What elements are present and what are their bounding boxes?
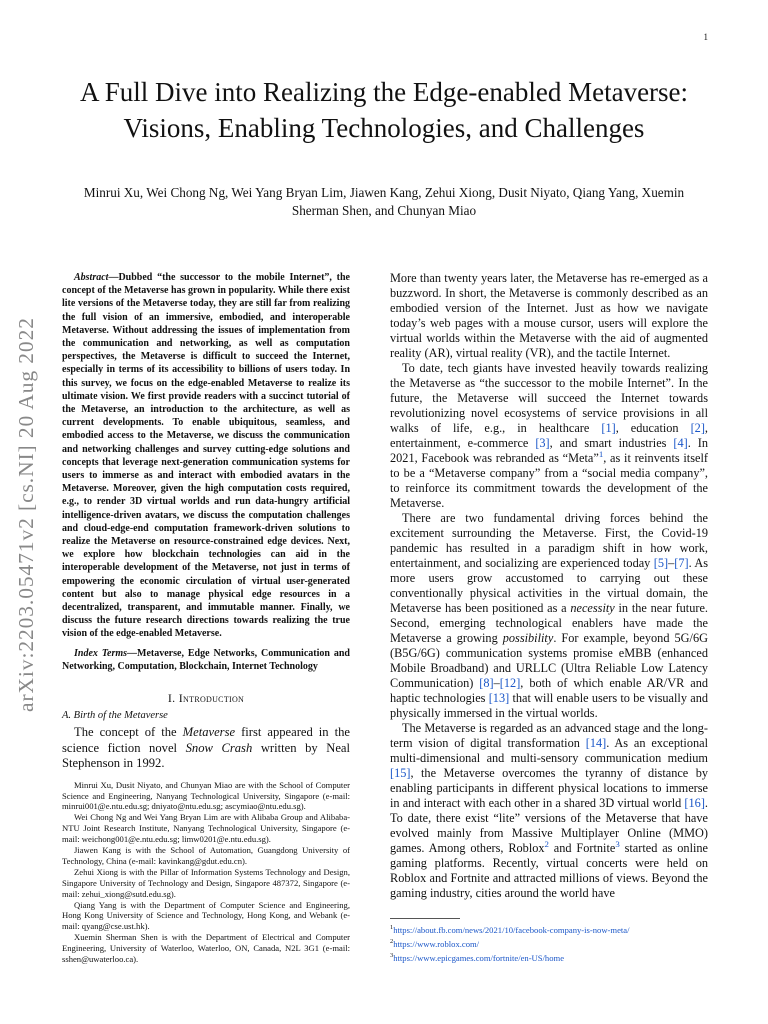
citation-link[interactable]: [7] <box>674 556 689 570</box>
author-affiliations <box>62 780 350 965</box>
affiliation-paragraph: Xuemin Sherman Shen is with the Department of Electrical and Computer Engineering, University of Waterloo, Waterloo, ON, Canada, N2L 3G1 (e-mail: sshen@uwaterloo.ca). <box>62 932 350 965</box>
citation-link[interactable]: [1] <box>601 421 616 435</box>
intro-paragraph: The concept of the Metaverse first appeared in the science fiction novel Snow Crash written by Neal Stephenson in 1992. <box>62 725 350 771</box>
body-paragraph: More than twenty years later, the Metaverse has re-emerged as a buzzword. In short, the Metaverse is commonly described as an embodied version of the Internet. Just as how we navigate today’s web pages with a mouse cursor, users will explore the virtual worlds within the Metaverse with the aid of augmented reality (AR), virtual reality (VR), and the tactile Internet. <box>390 271 708 360</box>
affiliation-paragraph: Qiang Yang is with the Department of Computer Science and Engineering, Hong Kong University of Science and Technology, Hong Kong, and Webank (e-mail: qyang@cse.ust.hk). <box>62 899 350 932</box>
footnote: $^2$https://www.roblox.com/ <box>390 938 480 949</box>
index-terms-label: Index Terms <box>74 647 128 659</box>
section-heading-introduction: I. Introduction <box>167 691 245 706</box>
body-paragraph: The Metaverse is regarded as an advanced stage and the long-term vision of digital transformation [14]. As an exceptional multi-dimensional and multi-sensory communication medium [15], the Metaverse overcomes the tyranny of distance by enabling participants in different physical locations to immerse in and interact with each other in a shared 3D virtual world [16]. To date, there exist “lite” versions of the Metaverse that have evolved mainly from Massive Multiplayer Online (MMO) games. Among others, Roblox$^2$ and Fortnite$^3$ started as online gaming platforms. Recently, virtual concerts were held on Roblox and Fortnite and attracted millions of views. Beyond the gaming industry, cities around the world have <box>390 721 709 900</box>
citation-link[interactable]: [13] <box>488 691 510 705</box>
footnote-marker[interactable]: 2 <box>544 838 549 849</box>
footnote-link[interactable]: https://www.epicgames.com/fortnite/en-US/home <box>393 952 565 963</box>
footnote: $^3$https://www.epicgames.com/fortnite/en-US/home <box>390 952 565 963</box>
index-terms <box>62 647 350 673</box>
affiliation-paragraph: Jiawen Kang is with the School of Automation, Guangdong University of Technology, China (e-mail: kavinkang@gdut.edu.cn). <box>62 845 350 866</box>
citation-link[interactable]: [15] <box>390 766 411 780</box>
footnote: $^1$https://about.fb.com/news/2021/10/facebook-company-is-now-meta/ <box>390 924 630 935</box>
affiliation-paragraph: Zehui Xiong is with the Pillar of Information Systems Technology and Design, Singapore University of Technology and Design, Singapore 487372, Singapore (e-mail: zehui_xiong@sutd.edu.sg). <box>62 866 350 899</box>
citation-link[interactable]: [5] <box>653 556 669 570</box>
page-number: 1 <box>703 32 708 42</box>
footnote-link[interactable]: https://www.roblox.com/ <box>393 938 480 949</box>
footnotes <box>390 922 708 964</box>
citation-link[interactable]: [2] <box>690 421 705 435</box>
subsection-heading-birth: A. Birth of the Metaverse <box>62 710 168 722</box>
abstract-text: —Dubbed “the successor to the mobile Internet”, the concept of the Metaverse has grown in popularity. While there exist lite versions of the Metaverse today, they are still far from realizing the full vision of an immersive, embodied, and interoperable Metaverse. Without addressing the issues of implementation from the communication and networking, as well as computation perspectives, the Metaverse is difficult to succeed the Internet, especially in terms of its accessibility to billions of users today. In this survey, we focus on the edge-enabled Metaverse to realize its ultimate vision. We first provide readers with a succinct tutorial of the Metaverse, an introduction to the architecture, as well as current developments. To enable ubiquitous, seamless, and embodied access to the Metaverse, we discuss the communication and networking challenges and survey cutting-edge solutions and concepts that leverage next-generation communication systems for users to immerse as and interact with embodied avatars in the Metaverse. Moreover, given the high computation costs required, e.g., to render 3D virtual worlds and run data-hungry artificial intelligence-driven avatars, we discuss the computation challenges and cloud-edge-end computation framework-driven solutions to realize the Metaverse on resource-constrained edge devices. Next, we explore how blockchain technologies can aid in the interoperable development of the Metaverse, not just in terms of empowering the economic circulation of virtual user-generated content but also to manage physical edge resources in a decentralized, transparent, and immutable manner. Finally, we discuss the future research directions towards realizing the true vision of the edge-enabled Metaverse. <box>62 272 350 640</box>
affiliation-paragraph: Wei Chong Ng and Wei Yang Bryan Lim are with Alibaba Group and Alibaba-NTU Joint Research Institute, Nanyang Technological University, Singapore (e-mail: weichong001@e.ntu.edu.sg; limw0201@e.ntu.edu.sg). <box>62 812 350 845</box>
affiliation-paragraph: Minrui Xu, Dusit Niyato, and Chunyan Miao are with the School of Computer Science and Engineering, Nanyang Technological University, Singapore (e-mail: minrui001@e.ntu.edu.sg; dniyato@ntu.edu.sg; ascymiao@ntu.edu.sg). <box>62 779 350 812</box>
abstract <box>62 271 350 641</box>
citation-link[interactable]: [3] <box>535 436 550 450</box>
left-column <box>62 271 350 965</box>
right-column <box>390 271 708 901</box>
footnote-link[interactable]: https://about.fb.com/news/2021/10/facebook-company-is-now-meta/ <box>393 924 630 935</box>
paper-title: A Full Dive into Realizing the Edge-enabled Metaverse: Visions, Enabling Technologies, and Challenges <box>79 77 689 143</box>
footnote-marker[interactable]: 1 <box>598 448 604 459</box>
abstract-label: Abstract <box>74 272 109 283</box>
citation-link[interactable]: [14] <box>585 736 607 750</box>
arxiv-identifier-stamp: arXiv:2203.05471v2 [cs.NI] 20 Aug 2022 <box>14 317 38 712</box>
citation-link[interactable]: [16] <box>684 796 705 810</box>
citation-link[interactable]: [4] <box>673 436 688 450</box>
footnote-marker[interactable]: 3 <box>615 838 620 849</box>
index-terms-text: —Metaverse, Edge Networks, Communication and Networking, Computation, Blockchain, Internet Technology <box>62 647 350 672</box>
body-paragraph: To date, tech giants have invested heavily towards realizing the Metaverse as “the successor to the mobile Internet”. In the future, the Metaverse will succeed the Internet towards revolutionizing novel ecosystems of service provisions in all walks of life, e.g., in healthcare [1], education [2], entertainment, e-commerce [3], and smart industries [4]. In 2021, Facebook was rebranded as “Meta”$^1$, as it reinvents itself to be a “Metaverse company” from a “social media company”, to reinforce its commitment towards the development of the Metaverse. <box>390 361 708 510</box>
author-list: Minrui Xu, Wei Chong Ng, Wei Yang Bryan Lim, Jiawen Kang, Zehui Xiong, Dusit Niyato, Qiang Yang, Xuemin Sherman Shen, and Chunyan Miao <box>83 185 685 218</box>
body-paragraph: There are two fundamental driving forces behind the excitement surrounding the Metaverse. First, the Covid-19 pandemic has resulted in a paradigm shift in how work, entertainment, and socializing are experienced today [5]–[7]. As more users grow accustomed to carrying out these conventionally physical activities in the virtual domain, the Metaverse has been positioned as a necessity in the near future. Second, emerging technological enablers have made the Metaverse a growing possibility. For example, beyond 5G/6G (B5G/6G) communication systems promise eMBB (enhanced Mobile Broadband) and URLLC (Ultra Reliable Low Latency Communication) [8]–[12], both of which enable AR/VR and haptic technologies [13] that will enable users to be visually and physically immersed in the virtual worlds. <box>390 511 709 720</box>
citation-link[interactable]: [8] <box>479 676 494 690</box>
citation-link[interactable]: [12] <box>499 676 521 690</box>
footnote-divider <box>390 918 460 919</box>
